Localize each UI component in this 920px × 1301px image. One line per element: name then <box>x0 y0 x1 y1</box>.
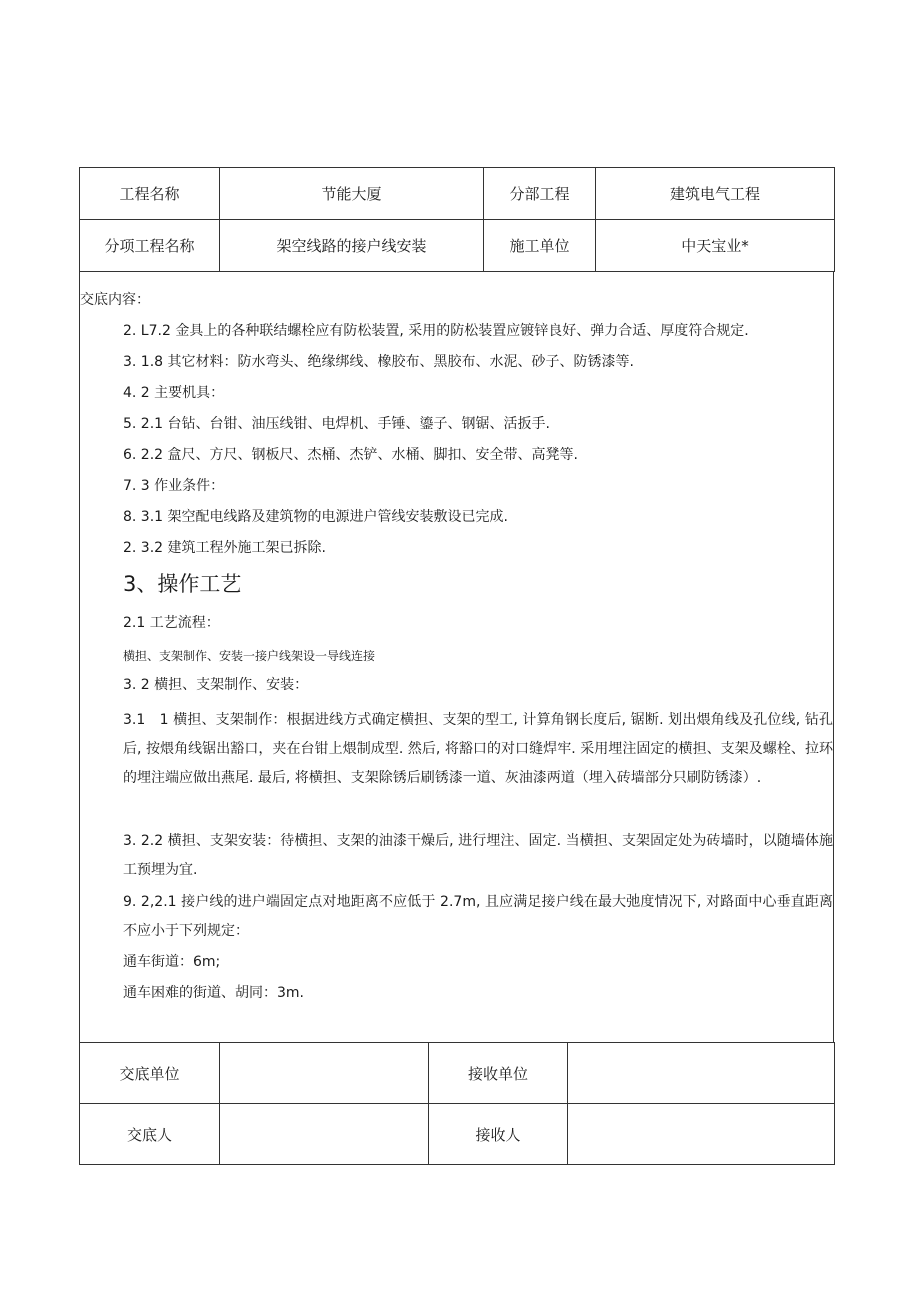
paragraph-1: 3.1 1 横担、支架制作：根据进线方式确定横担、支架的型工, 计算角钢长度后, 锯断. 划出煨角线及孔位线, 钻孔后, 按煨角线锯出豁口，夹在台钳上煨制成型. 然后, 将豁口的对口缝焊牢. 采用埋注固定的横担、支架及螺栓、拉环的埋注端应做出燕尾. 最后, 将横担、支架除锈后刷锈漆一道、灰油漆两道（埋入砖墙部分只刷防锈漆）. <box>123 712 833 786</box>
footer-table <box>79 1042 835 1165</box>
handover-person-field <box>220 1104 429 1165</box>
project-name-value: 节能大厦 <box>220 168 484 220</box>
paragraph-2: 3. 2.2 横担、支架安装：待横担、支架的油漆干燥后, 进行埋注、固定. 当横担、支架固定处为砖墙时，以随墙体施工预埋为宜. <box>123 833 833 878</box>
content-line-3: 4. 2 主要机具： <box>123 385 225 401</box>
receive-unit-field <box>568 1043 835 1104</box>
handover-person-label: 交底人 <box>80 1104 220 1165</box>
content-line-8: 2. 3.2 建筑工程外施工架已拆除. <box>123 540 326 556</box>
handover-form <box>79 167 834 1165</box>
rule-1: 通车街道：6m; <box>123 954 221 970</box>
division-label: 分部工程 <box>484 168 596 220</box>
section-heading: 3、操作工艺 <box>123 572 242 596</box>
paragraph-3: 9. 2,2.1 接户线的进户端固定点对地距离不应低于 2.7m, 且应满足接户线在最大弛度情况下, 对路面中心垂直距离不应小于下列规定： <box>123 894 833 939</box>
content-line-1: 2. L7.2 金具上的各种联结螺栓应有防松装置, 采用的防松装置应镀锌良好、弹力合适、厚度符合规定. <box>123 323 749 339</box>
contractor-label: 施工单位 <box>484 220 596 272</box>
handover-unit-label: 交底单位 <box>80 1043 220 1104</box>
subitem-value: 架空线路的接户线安装 <box>220 220 484 272</box>
content-line-2: 3. 1.8 其它材料：防水弯头、绝缘绑线、橡胶布、黑胶布、水泥、砂子、防锈漆等. <box>123 354 634 370</box>
header-table <box>79 167 835 272</box>
footer-row-2 <box>80 1104 835 1165</box>
rule-2: 通车困难的街道、胡同：3m. <box>123 985 304 1001</box>
content-line-5: 6. 2.2 盒尺、方尺、钢板尺、杰桶、杰铲、水桶、脚扣、安全带、高凳等. <box>123 447 578 463</box>
header-row-1 <box>80 168 835 220</box>
receiver-label: 接收人 <box>429 1104 568 1165</box>
handover-content <box>79 272 834 1042</box>
content-line-4: 5. 2.1 台钻、台钳、油压线钳、电焊机、手锤、鎏子、钢锯、活扳手. <box>123 416 550 432</box>
contractor-value: 中天宝业* <box>596 220 835 272</box>
content-line-7: 8. 3.1 架空配电线路及建筑物的电源进户管线安装敷设已完成. <box>123 509 508 525</box>
footer-row-1 <box>80 1043 835 1104</box>
header-row-2 <box>80 220 835 272</box>
content-line-6: 7. 3 作业条件： <box>123 478 225 494</box>
division-value: 建筑电气工程 <box>596 168 835 220</box>
receive-unit-label: 接收单位 <box>429 1043 568 1104</box>
flow-text: 横担、支架制作、安装一接户线架设一导线连接 <box>123 649 376 663</box>
sub-heading: 3. 2 横担、支架制作、安装： <box>123 677 309 693</box>
handover-unit-field <box>220 1043 429 1104</box>
receiver-field <box>568 1104 835 1165</box>
flow-label: 2.1 工艺流程： <box>123 615 220 631</box>
project-name-label: 工程名称 <box>80 168 220 220</box>
subitem-label: 分项工程名称 <box>80 220 220 272</box>
content-title: 交底内容： <box>80 292 150 308</box>
